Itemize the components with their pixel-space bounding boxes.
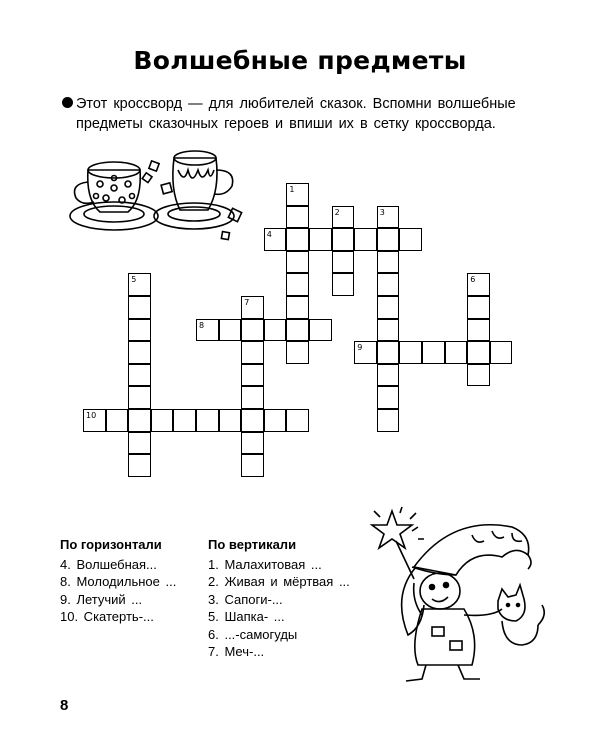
clue-down-7: 7. Меч-... (208, 644, 265, 659)
clue-number: 4 (266, 230, 272, 240)
crossword-cell[interactable] (219, 319, 242, 342)
crossword-cell[interactable] (286, 296, 309, 319)
crossword-cell[interactable] (377, 228, 400, 251)
crossword-cell[interactable] (286, 228, 309, 251)
crossword-cell[interactable] (128, 319, 151, 342)
clue-number: 8 (199, 320, 205, 330)
crossword-cell[interactable] (128, 386, 151, 409)
crossword-cell[interactable] (490, 341, 513, 364)
clue-down-5: 5. Шапка- ... (208, 609, 285, 624)
crossword-cell[interactable] (332, 228, 355, 251)
crossword-cell[interactable] (309, 228, 332, 251)
crossword-cell[interactable] (399, 341, 422, 364)
clue-down-6: 6. ...-самогуды (208, 626, 298, 642)
crossword-cell[interactable] (219, 409, 242, 432)
crossword-cell[interactable] (377, 386, 400, 409)
page-title: Волшебные предметы (133, 46, 467, 75)
crossword-cell[interactable] (467, 364, 490, 387)
crossword-cell[interactable] (286, 273, 309, 296)
clue-number: 7 (244, 298, 250, 307)
crossword-cell[interactable] (377, 296, 400, 319)
crossword-cell[interactable] (286, 251, 309, 274)
crossword-cell[interactable] (422, 341, 445, 364)
down-heading: По вертикали (208, 537, 297, 552)
crossword-cell[interactable] (332, 251, 355, 274)
gnome-wizard-icon (352, 505, 552, 685)
crossword-cell[interactable] (264, 409, 287, 432)
crossword-cell[interactable] (241, 341, 264, 364)
clue-number: 2 (334, 207, 340, 217)
crossword-cell[interactable] (377, 273, 400, 296)
crossword-cell[interactable] (377, 409, 400, 432)
crossword-cell[interactable] (128, 341, 151, 364)
crossword-cell[interactable] (445, 341, 468, 364)
crossword-cell[interactable] (173, 409, 196, 432)
clue-number: 6 (470, 275, 476, 285)
crossword-cell[interactable] (196, 409, 219, 432)
crossword-cell[interactable] (286, 409, 309, 432)
clue-down-2: 2. Живая и мёртвая ... (208, 574, 350, 589)
crossword-cell[interactable] (354, 228, 377, 251)
crossword-cell[interactable] (286, 206, 309, 229)
across-heading: По горизонтали (60, 537, 162, 552)
crossword-cell[interactable] (241, 319, 264, 342)
clue-number: 9 (357, 343, 363, 353)
clue-across-4: 4. Волшебная... (60, 556, 157, 572)
intro-line-1: Этот кроссворд — для любителей сказок. Вспомни волшебные (76, 96, 516, 112)
crossword-cell[interactable] (377, 364, 400, 387)
clue-across-9: 9. Летучий ... (60, 591, 143, 607)
clue-number: 3 (379, 207, 385, 217)
clues-down (208, 536, 350, 661)
crossword-cell[interactable] (377, 319, 400, 342)
clues-across (60, 536, 176, 626)
clue-number: 10 (86, 411, 97, 420)
crossword-cell[interactable] (264, 319, 287, 342)
crossword-cell[interactable] (309, 319, 332, 342)
clue-number: 1 (289, 185, 295, 194)
crossword-cell[interactable] (241, 364, 264, 387)
crossword-cell[interactable] (241, 386, 264, 409)
crossword-cell[interactable] (128, 364, 151, 387)
clue-down-1: 1. Малахитовая ... (208, 556, 322, 572)
crossword-cell[interactable] (241, 409, 264, 432)
crossword-cell[interactable] (467, 319, 490, 342)
clue-down-3: 3. Сапоги-... (208, 591, 283, 607)
crossword-cell[interactable] (467, 296, 490, 319)
crossword-cell[interactable] (241, 432, 264, 455)
crossword-cell[interactable] (106, 409, 129, 432)
crossword-cell[interactable] (377, 341, 400, 364)
crossword-cell[interactable] (128, 454, 151, 477)
clue-across-8: 8. Молодильное ... (60, 574, 177, 589)
crossword-cell[interactable] (151, 409, 174, 432)
crossword-cell[interactable] (332, 273, 355, 296)
crossword-cell[interactable] (128, 432, 151, 455)
clue-across-10: 10. Скатерть-... (60, 609, 154, 624)
crossword-cell[interactable] (286, 319, 309, 342)
crossword-cell[interactable] (241, 454, 264, 477)
clue-number: 5 (131, 275, 137, 285)
crossword-cell[interactable] (467, 341, 490, 364)
crossword-cell[interactable] (377, 251, 400, 274)
crossword-cell[interactable] (128, 296, 151, 319)
crossword-cell[interactable] (128, 409, 151, 432)
crossword-cell[interactable] (399, 228, 422, 251)
crossword-cell[interactable] (286, 341, 309, 364)
intro-line-2: предметы сказочных героев и впиши их в сетку кроссворда. (76, 116, 496, 132)
page-number: 8 (60, 697, 69, 714)
